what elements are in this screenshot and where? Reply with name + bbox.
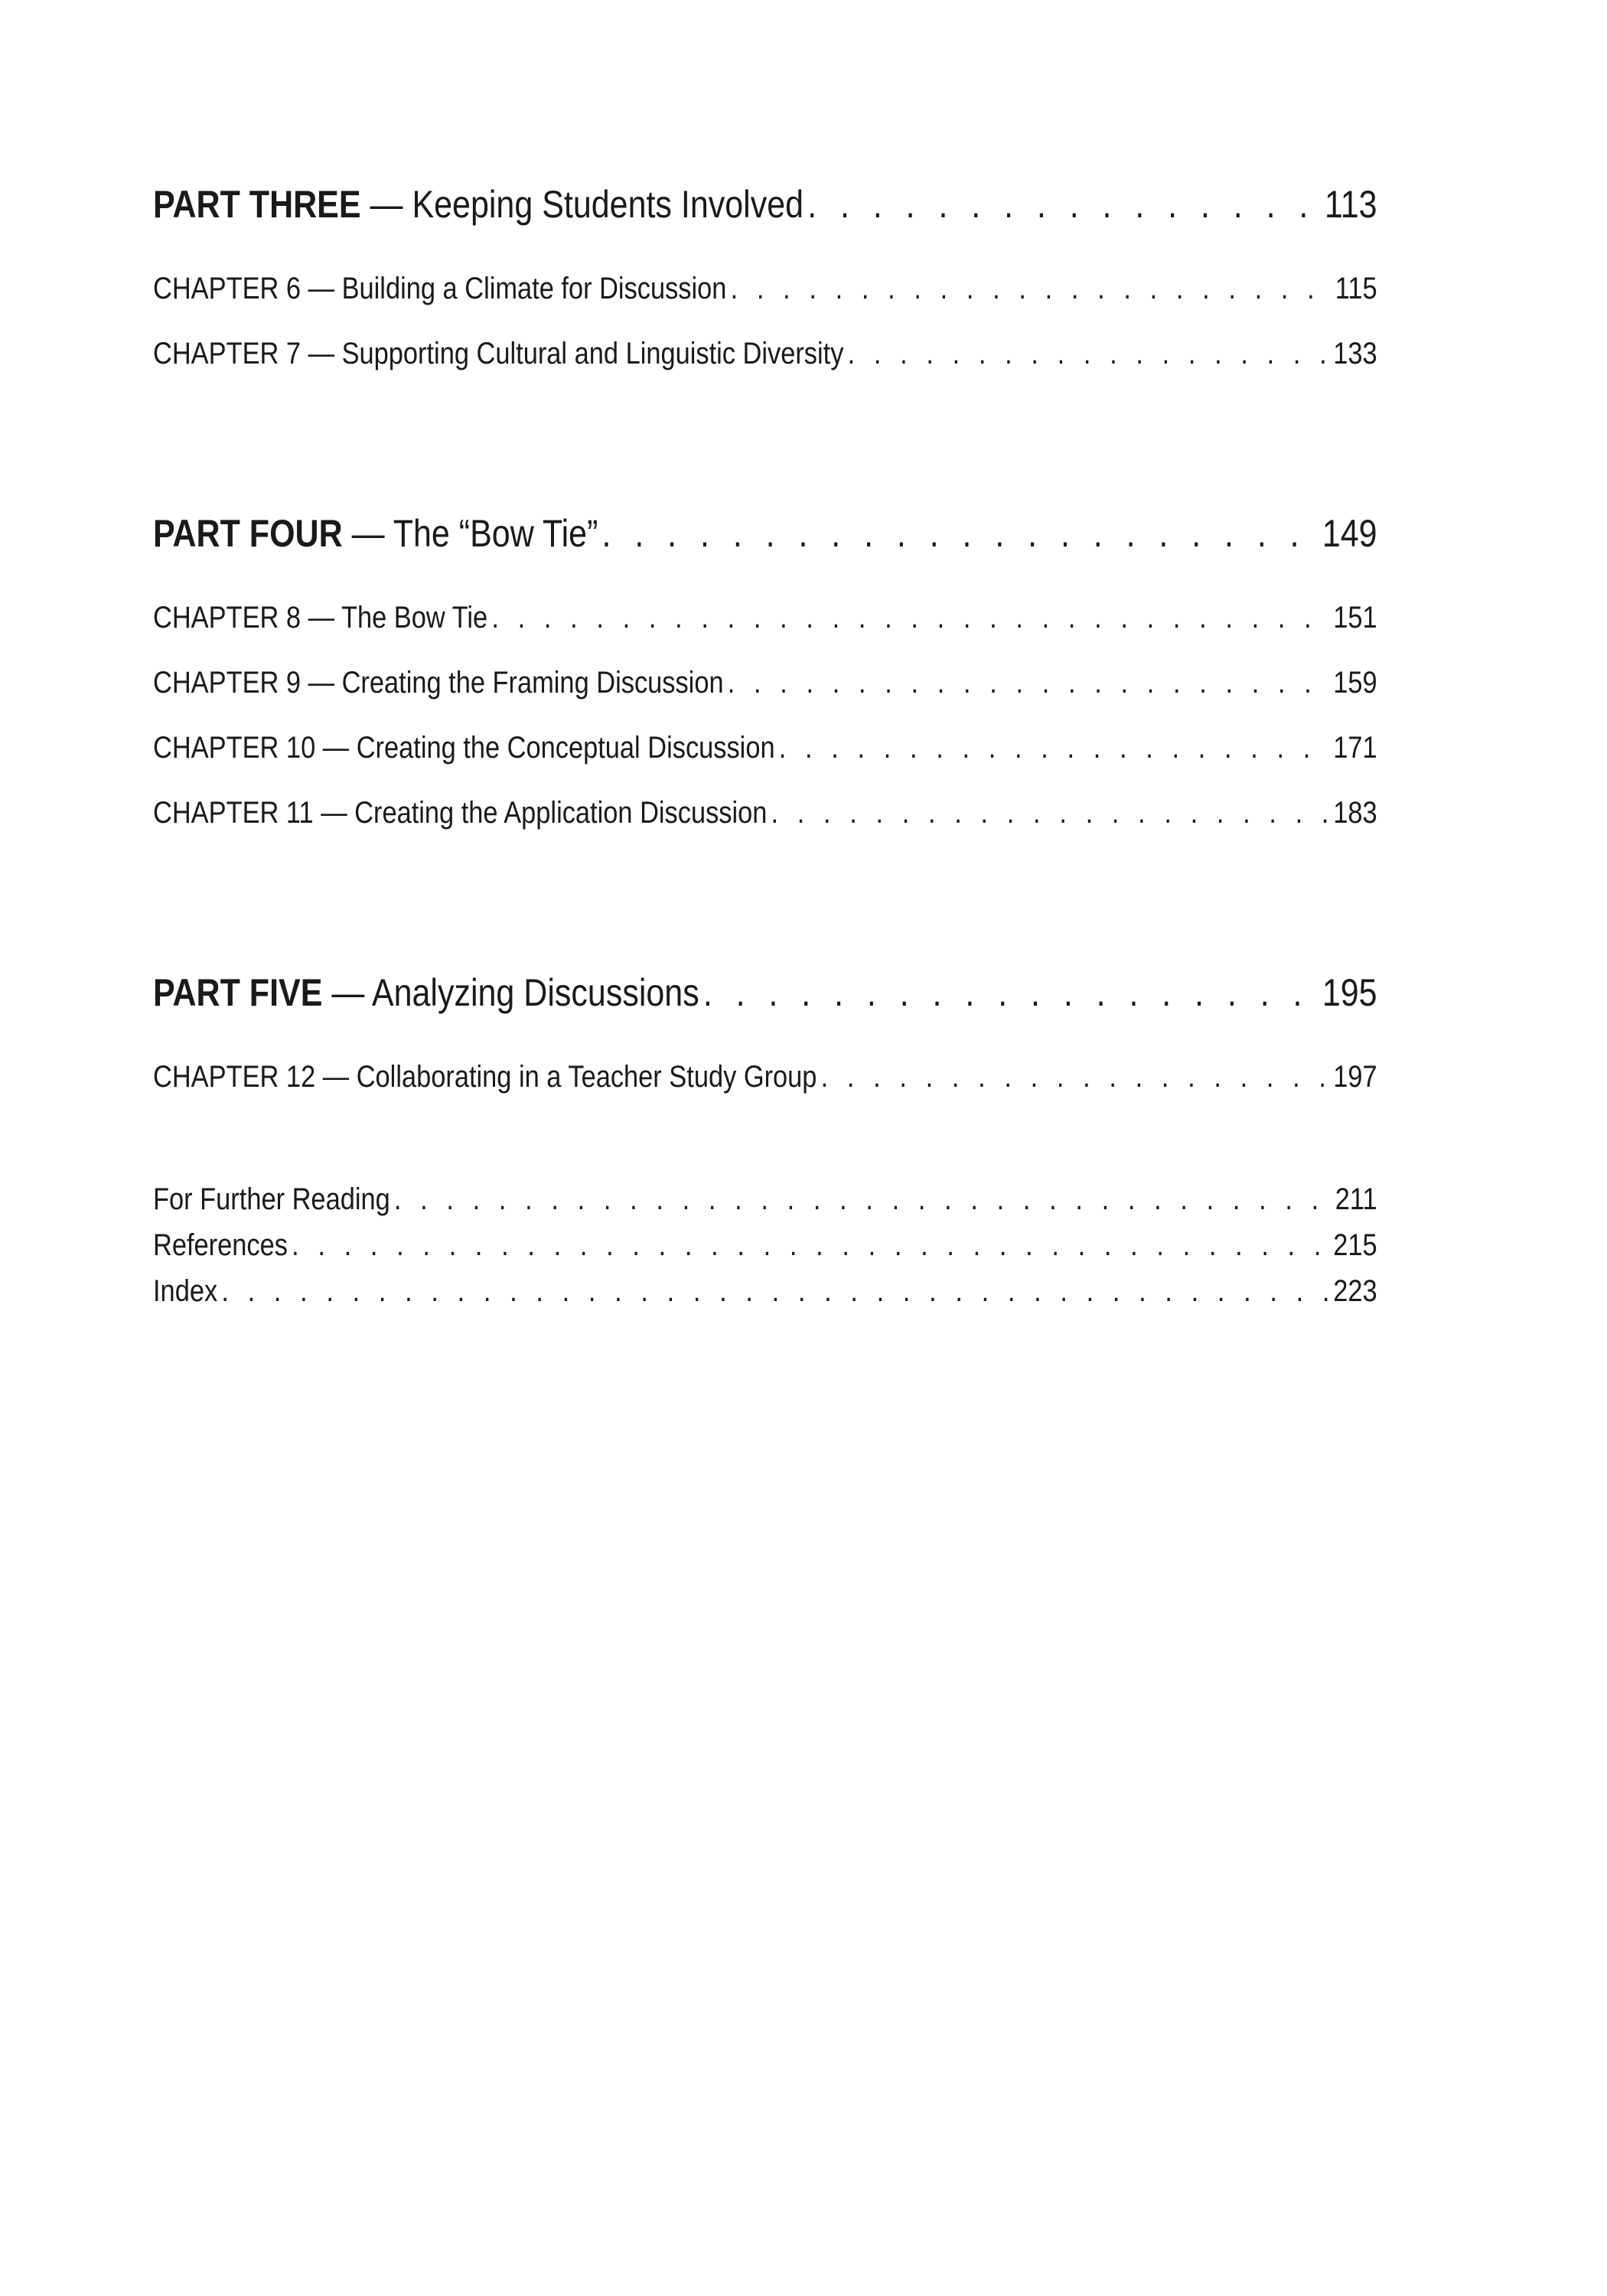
toc-chapter-9 (153, 666, 1377, 700)
page-number: 115 (1335, 272, 1377, 305)
table-of-contents (153, 0, 1377, 2296)
page-number: 171 (1333, 731, 1377, 765)
part-subtitle: — Keeping Students Involved (360, 183, 804, 226)
dot-leader (602, 511, 1319, 556)
part-title (153, 511, 598, 556)
page-number: 195 (1322, 971, 1377, 1014)
dot-leader (731, 272, 1332, 306)
dot-leader (807, 182, 1321, 227)
back-matter-title: Index (153, 1274, 218, 1308)
page-number: 149 (1322, 512, 1377, 555)
page-number: 215 (1333, 1228, 1377, 1262)
back-matter-title: References (153, 1228, 288, 1262)
toc-chapter-6 (153, 272, 1377, 306)
part-label: PART FOUR (153, 512, 343, 555)
toc-chapter-8 (153, 601, 1377, 635)
part-title (153, 970, 699, 1015)
page-number: 113 (1325, 183, 1377, 226)
page-number: 223 (1333, 1274, 1377, 1308)
page-number: 159 (1333, 666, 1377, 700)
dot-leader (491, 601, 1329, 635)
toc-chapter-7 (153, 337, 1377, 371)
back-matter-title: For Further Reading (153, 1182, 390, 1216)
toc-index (153, 1274, 1377, 1309)
page-number: 151 (1333, 601, 1377, 634)
toc-chapter-12 (153, 1060, 1377, 1094)
page-number: 183 (1333, 796, 1377, 830)
chapter-title: CHAPTER 10 — Creating the Conceptual Discussion (153, 731, 775, 765)
dot-leader (779, 731, 1329, 765)
chapter-title: CHAPTER 6 — Building a Climate for Discussion (153, 272, 727, 305)
page-number: 197 (1333, 1060, 1377, 1094)
dot-leader (292, 1228, 1329, 1263)
chapter-title: CHAPTER 7 — Supporting Cultural and Linguistic Diversity (153, 337, 844, 370)
dot-leader (728, 666, 1329, 700)
part-subtitle: — Analyzing Discussions (322, 971, 699, 1014)
dot-leader (394, 1182, 1332, 1217)
page-number: 133 (1333, 337, 1377, 370)
toc-references (153, 1228, 1377, 1263)
chapter-title: CHAPTER 9 — Creating the Framing Discussion (153, 666, 724, 700)
part-label: PART FIVE (153, 971, 323, 1014)
dot-leader (821, 1060, 1329, 1094)
part-subtitle: — The “Bow Tie” (342, 512, 598, 555)
toc-chapter-10 (153, 731, 1377, 765)
dot-leader (703, 970, 1319, 1015)
part-label: PART THREE (153, 183, 361, 226)
toc-further-reading (153, 1182, 1377, 1217)
toc-chapter-11 (153, 796, 1377, 830)
page-number: 211 (1335, 1182, 1377, 1216)
chapter-title: CHAPTER 11 — Creating the Application Discussion (153, 796, 768, 830)
dot-leader (771, 796, 1329, 830)
toc-part-three (153, 182, 1377, 227)
toc-part-four (153, 511, 1377, 556)
chapter-title: CHAPTER 12 — Collaborating in a Teacher Study Group (153, 1060, 817, 1094)
dot-leader (221, 1274, 1329, 1309)
chapter-title: CHAPTER 8 — The Bow Tie (153, 601, 488, 634)
toc-part-five (153, 970, 1377, 1015)
part-title (153, 182, 804, 227)
dot-leader (848, 337, 1329, 371)
